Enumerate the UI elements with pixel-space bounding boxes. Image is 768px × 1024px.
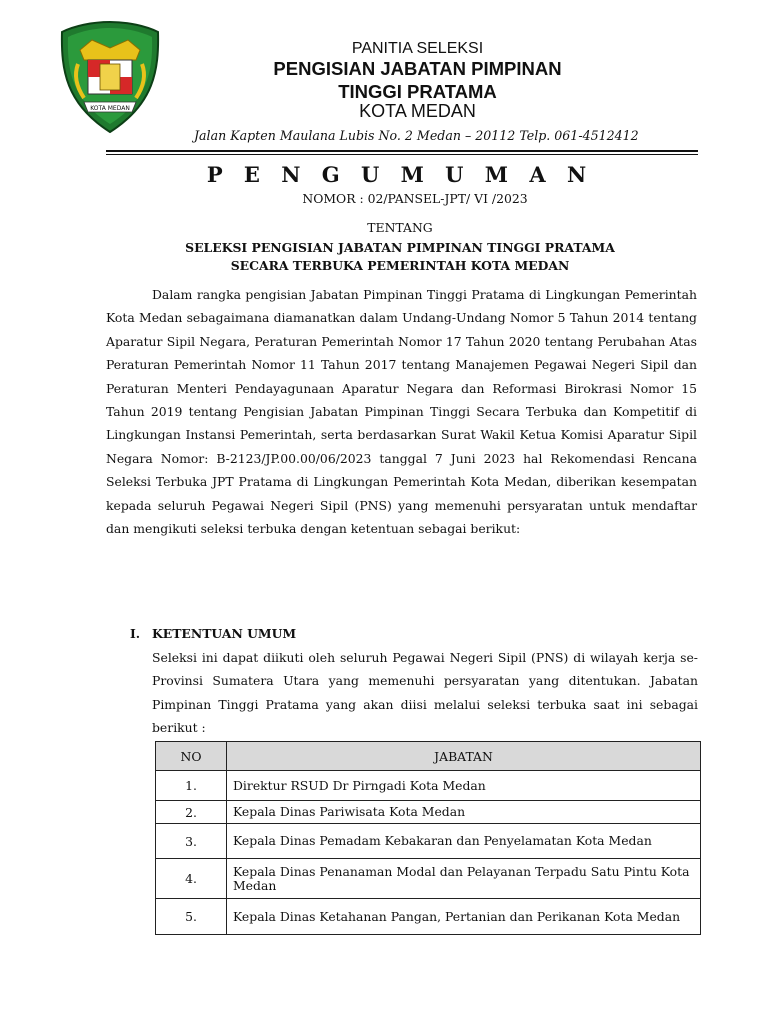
logo-text: KOTA MEDAN <box>90 105 130 112</box>
table-header-row <box>156 742 701 771</box>
kota-medan-emblem <box>58 20 162 134</box>
column-header-no: NO <box>156 742 227 771</box>
table-row <box>156 899 701 935</box>
announcement-subject-line2: SECARA TERBUKA PEMERINTAH KOTA MEDAN <box>230 258 570 273</box>
row-position: Direktur RSUD Dr Pirngadi Kota Medan <box>227 771 701 801</box>
announcement-number: NOMOR : 02/PANSEL-JPT/ VI /2023 <box>302 191 528 206</box>
table-row <box>156 801 701 824</box>
row-position: Kepala Dinas Pariwisata Kota Medan <box>227 801 701 824</box>
intro-section <box>106 283 697 540</box>
header-committee: PANITIA SELEKSI <box>351 40 484 57</box>
announcement-subject-line1: SELEKSI PENGISIAN JABATAN PIMPINAN TINGGI PRATAMA <box>185 240 615 255</box>
section-title: KETENTUAN UMUM <box>152 626 297 641</box>
row-number: 5. <box>156 899 227 935</box>
positions-table <box>155 741 701 935</box>
announcement-title: P E N G U M U M A N <box>206 162 594 187</box>
row-position: Kepala Dinas Ketahanan Pangan, Pertanian dan Perikanan Kota Medan <box>227 899 701 935</box>
row-number: 2. <box>156 801 227 824</box>
row-number: 1. <box>156 771 227 801</box>
announcement-about-label: TENTANG <box>367 220 433 235</box>
header-divider-thin <box>106 154 698 155</box>
header-title-line1: PENGISIAN JABATAN PIMPINAN <box>273 58 562 79</box>
column-header-position: JABATAN <box>227 742 701 771</box>
row-position: Kepala Dinas Penanaman Modal dan Pelayanan Terpadu Satu Pintu Kota Medan <box>227 859 701 899</box>
header-title-line2: TINGGI PRATAMA <box>338 81 497 102</box>
intro-paragraph: Dalam rangka pengisian Jabatan Pimpinan Tinggi Pratama di Lingkungan Pemerintah Kota Medan sebagaimana diamanatkan dalam Undang-Undang Nomor 5 Tahun 2014 tentang Aparatur Sipil Negara, Peraturan Pemerintah Nomor 17 Tahun 2020 tentang Perubahan Atas Peraturan Pemerintah Nomor 11 Tahun 2017 tentang Manajemen Pegawai Negeri Sipil dan Peraturan Menteri Pendayagunaan Aparatur Negara dan Reformasi Birokrasi Nomor 15 Tahun 2019 tentang Pengisian Jabatan Pimpinan Tinggi Secara Terbuka dan Kompetitif di Lingkungan Instansi Pemerintah, serta berdasarkan Surat Wakil Ketua Komisi Aparatur Sipil Negara Nomor: B-2123/JP.00.00/06/2023 tanggal 7 Juni 2023 hal Rekomendasi Rencana Seleksi Terbuka JPT Pratama di Lingkungan Pemerintah Kota Medan, diberikan kesempatan kepada seluruh Pegawai Negeri Sipil (PNS) yang memenuhi persyaratan untuk mendaftar dan mengikuti seleksi terbuka dengan ketentuan sebagai berikut: <box>106 287 697 537</box>
section-paragraph: Seleksi ini dapat diikuti oleh seluruh Pegawai Negeri Sipil (PNS) di wilayah kerja se-Provinsi Sumatera Utara yang memenuhi persyaratan yang ditentukan. Jabatan Pimpinan Tinggi Pratama yang akan diisi melalui seleksi terbuka saat ini sebagai berikut : <box>152 650 698 736</box>
header-city: KOTA MEDAN <box>359 101 476 121</box>
row-position: Kepala Dinas Pemadam Kebakaran dan Penyelamatan Kota Medan <box>227 824 701 859</box>
table-row <box>156 771 701 801</box>
row-number: 4. <box>156 859 227 899</box>
section-number: I. <box>130 626 141 641</box>
table-row <box>156 824 701 859</box>
section-body <box>152 646 698 740</box>
table-row <box>156 859 701 899</box>
row-number: 3. <box>156 824 227 859</box>
header-address: Jalan Kapten Maulana Lubis No. 2 Medan – 20112 Telp. 061-4512412 <box>194 128 639 143</box>
header-divider-thick <box>106 150 698 152</box>
